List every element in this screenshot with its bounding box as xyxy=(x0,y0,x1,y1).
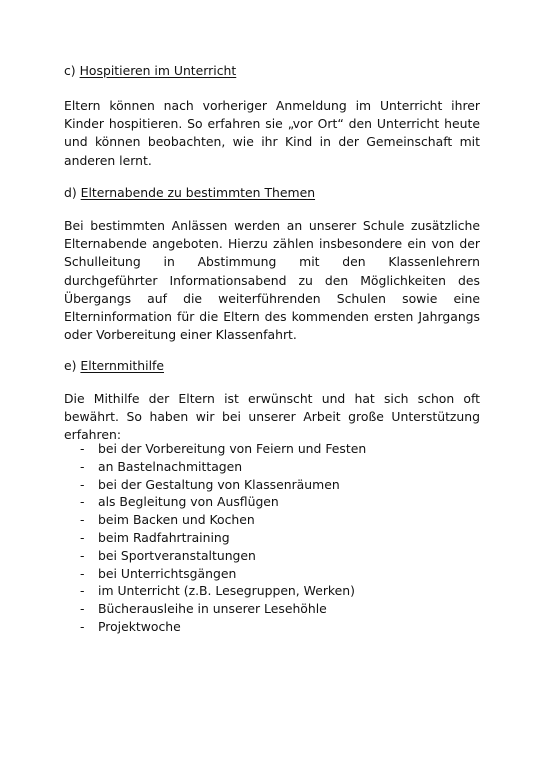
list-item-text: Projektwoche xyxy=(98,618,181,634)
list-marker: - xyxy=(80,601,85,617)
section-e-letter: e) xyxy=(64,358,77,373)
list-item xyxy=(80,582,480,600)
list-marker: - xyxy=(80,512,85,528)
list-item-text: Bücherausleihe in unserer Lesehöhle xyxy=(98,601,327,617)
list-item-text: beim Backen und Kochen xyxy=(98,512,255,528)
section-d-title: Elternabende zu bestimmten Themen xyxy=(80,185,316,200)
list-marker: - xyxy=(80,441,85,456)
list-item-text: als Begleitung von Ausflügen xyxy=(98,494,279,510)
list-marker: - xyxy=(80,547,85,563)
list-item-text: bei der Vorbereitung von Feiern und Festen xyxy=(98,441,367,456)
section-c-heading xyxy=(64,62,480,80)
section-d-heading xyxy=(64,184,480,202)
section-c-letter: c) xyxy=(64,63,76,78)
section-e-paragraph: Die Mithilfe der Eltern ist erwünscht und hat sich schon oft bewährt. So haben wir bei unserer Arbeit große Unterstützung erfahren: xyxy=(64,391,480,443)
list-marker: - xyxy=(80,494,85,510)
list-item xyxy=(80,511,480,529)
list-item xyxy=(80,476,480,494)
list-item-text: im Unterricht (z.B. Lesegruppen, Werken) xyxy=(98,583,355,599)
list-marker: - xyxy=(80,583,85,599)
list-item xyxy=(80,529,480,547)
help-list xyxy=(80,440,480,636)
list-item-text: beim Radfahrtraining xyxy=(98,529,230,545)
list-item xyxy=(80,618,480,636)
list-item xyxy=(80,440,480,458)
list-item-text: bei Unterrichtsgängen xyxy=(98,565,237,581)
list-marker: - xyxy=(80,529,85,545)
section-c-title: Hospitieren im Unterricht xyxy=(79,63,237,78)
list-item xyxy=(80,547,480,565)
list-item xyxy=(80,600,480,618)
list-marker: - xyxy=(80,476,85,492)
section-d-paragraph: Bei bestimmten Anlässen werden an unserer Schule zusätzliche Elternabende angeboten. Hierzu zählen insbesondere ein von der Schulleitung in Abstimmung mit den Klassenlehrern durchgeführter Informationsabend zu den Möglichkeiten des Übergangs auf die weiterführenden Schulen sowie eine Elterninformation für die Eltern des kommenden ersten Jahrgangs oder Vorbereitung einer Klassenfahrt. xyxy=(64,218,480,343)
section-d-letter: d) xyxy=(64,185,77,200)
list-item-text: bei Sportveranstaltungen xyxy=(98,547,256,563)
section-e-title: Elternmithilfe xyxy=(80,358,164,373)
section-e-heading xyxy=(64,357,480,375)
list-marker: - xyxy=(80,618,85,634)
list-item xyxy=(80,565,480,583)
list-marker: - xyxy=(80,458,85,474)
list-item-text: an Bastelnachmittagen xyxy=(98,458,243,474)
list-item xyxy=(80,493,480,511)
list-item-text: bei der Gestaltung von Klassenräumen xyxy=(98,476,340,492)
list-item xyxy=(80,458,480,476)
list-marker: - xyxy=(80,565,85,581)
section-c-paragraph: Eltern können nach vorheriger Anmeldung im Unterricht ihrer Kinder hospitieren. So erfahren sie „vor Ort“ den Unterricht heute und können beobachten, wie ihr Kind in der Gemeinschaft mit anderen lernt. xyxy=(64,98,480,168)
